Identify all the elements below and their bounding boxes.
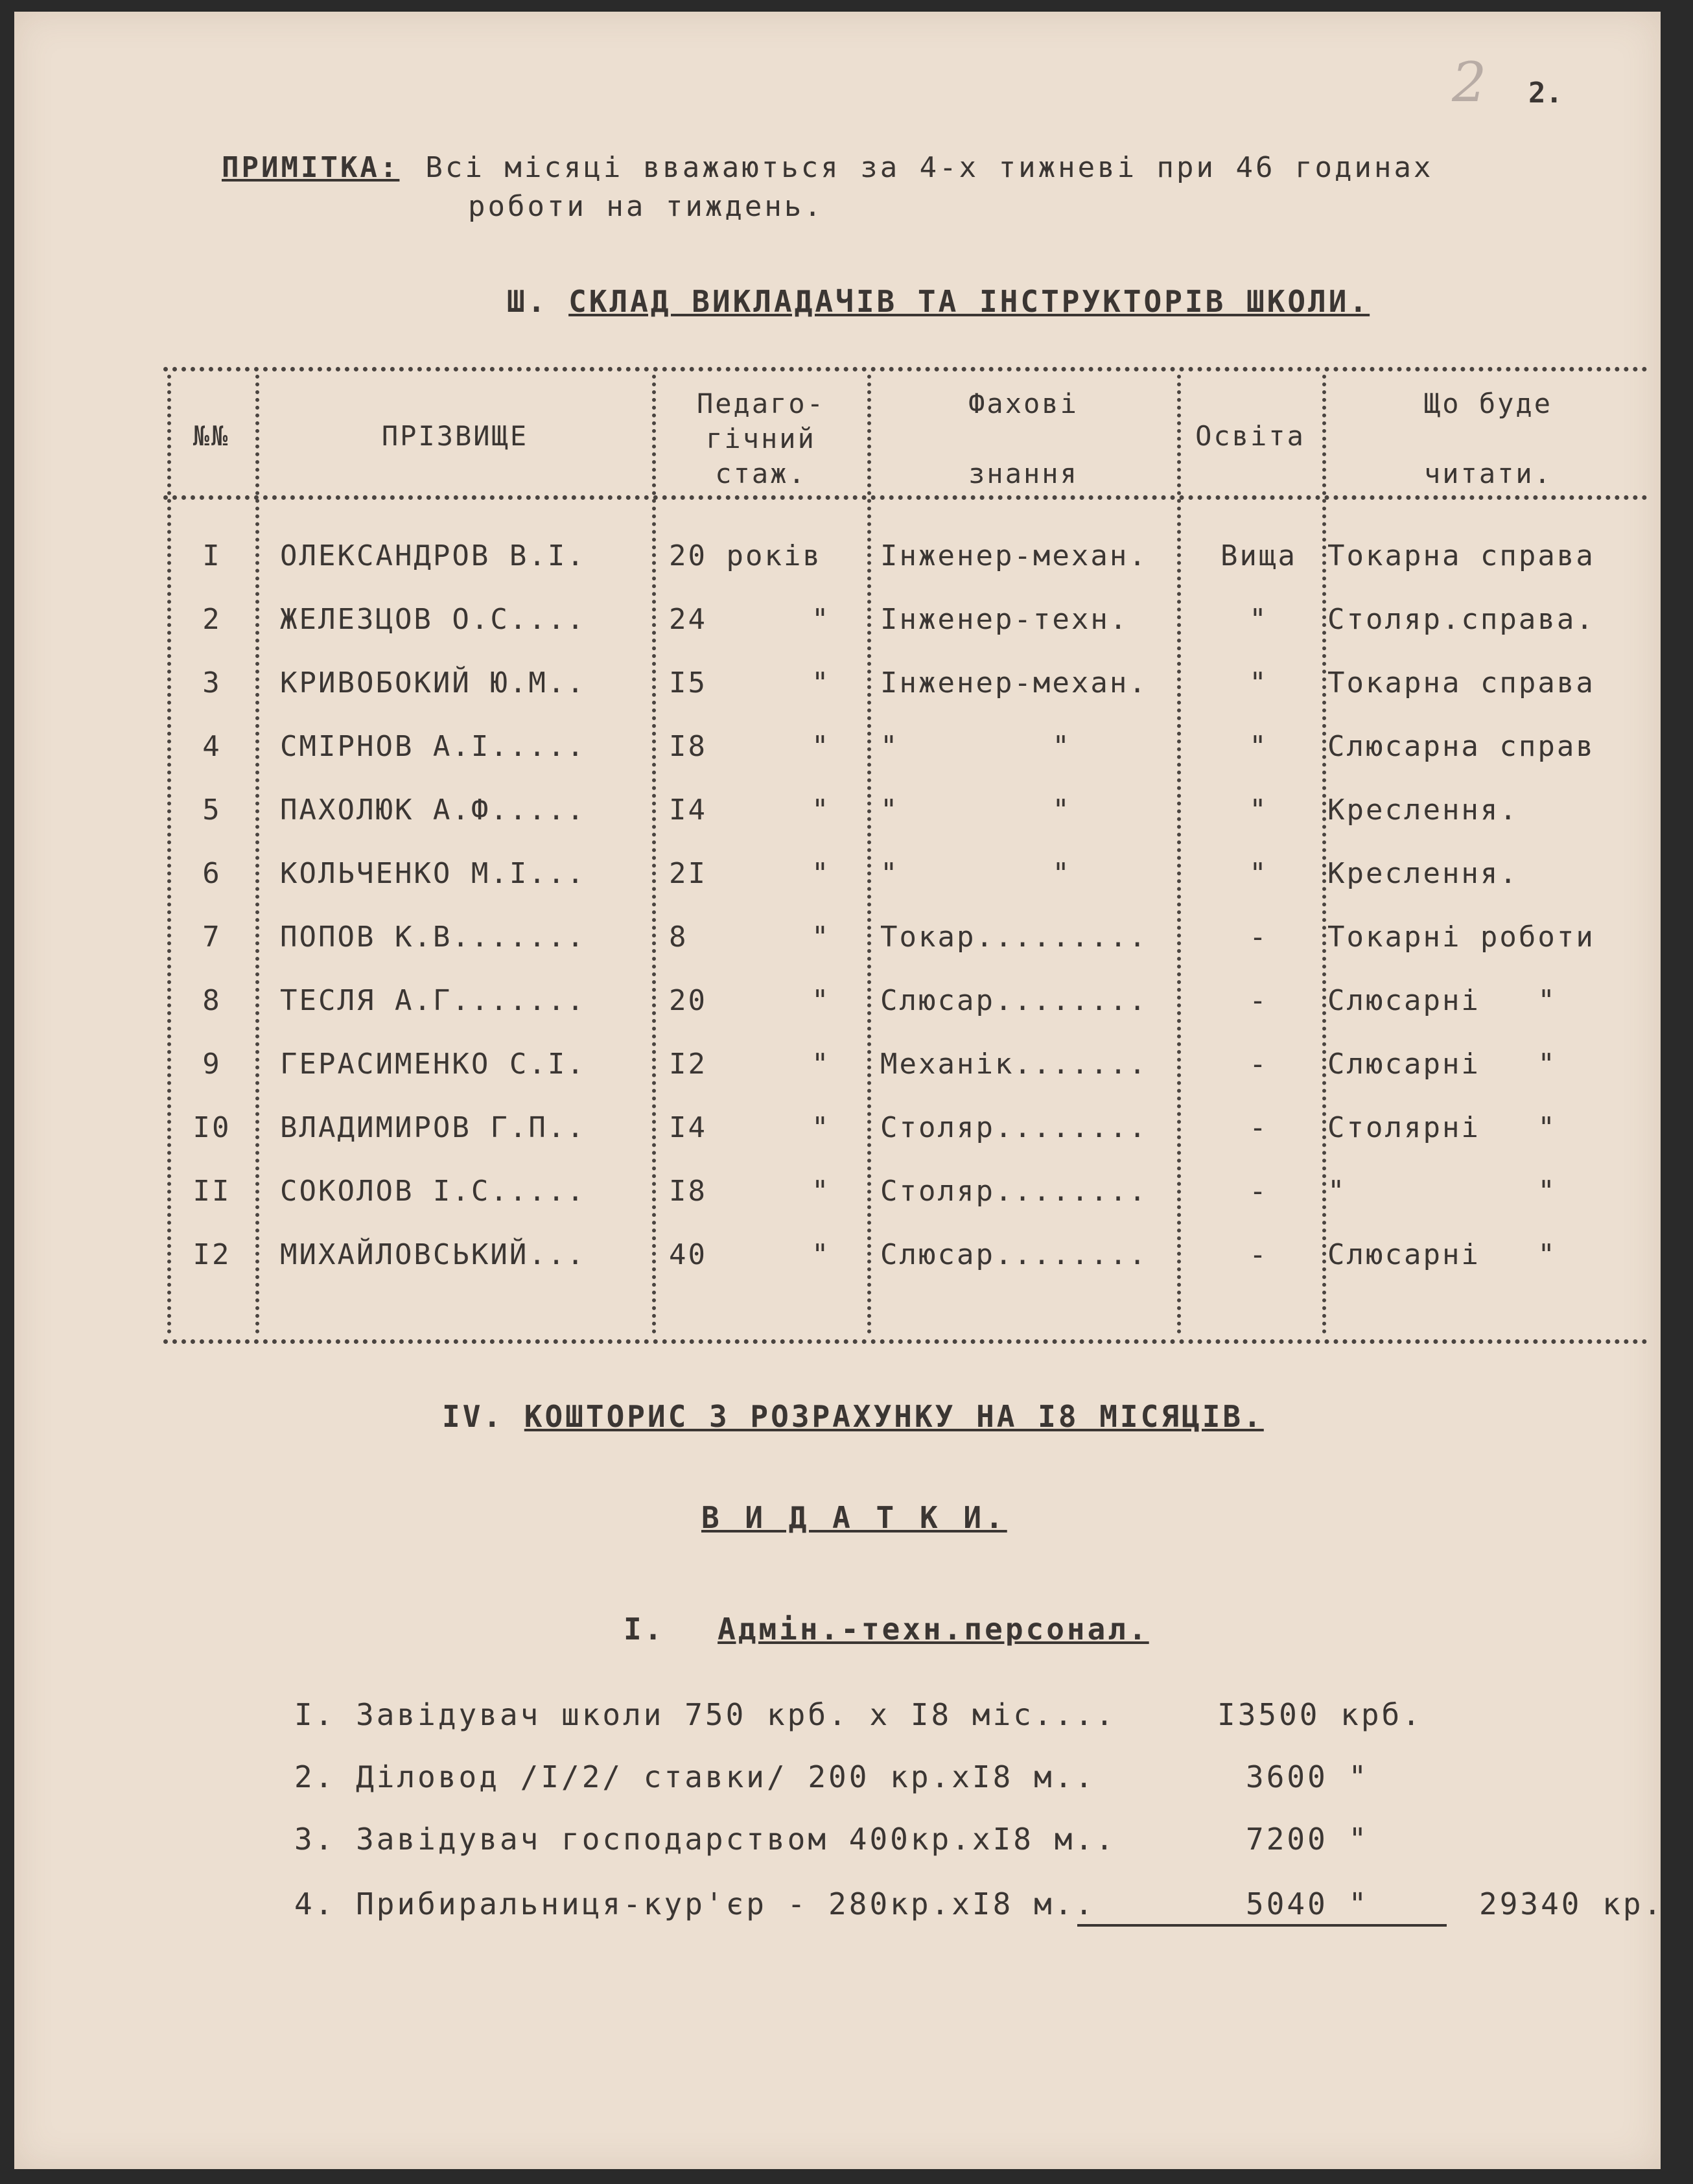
ditto-mark: " (811, 793, 831, 827)
row-knowledge: " " (880, 730, 1071, 763)
section3-number: Ш. (507, 284, 548, 319)
header-education: Освіта (1195, 420, 1305, 452)
table-top-border (163, 367, 1648, 371)
table-bottom-border (163, 1339, 1648, 1344)
row-education: " (1249, 730, 1268, 763)
row-experience: І5 (669, 666, 707, 699)
row-subject: Столяр.справа. (1327, 603, 1595, 636)
expense-amount-4: 5040 " (1246, 1886, 1370, 1921)
row-subject: " " (1327, 1175, 1557, 1208)
row-surname: ТЕСЛЯ А.Г....... (280, 984, 586, 1017)
row-experience: І4 (669, 793, 707, 827)
header-experience: Педаго- гічний стаж. (696, 388, 825, 489)
ditto-mark: " (811, 603, 831, 636)
section3-title: СКЛАД ВИКЛАДАЧІВ ТА ІНСТРУКТОРІВ ШКОЛИ. (568, 284, 1370, 319)
row-subject: Креслення. (1327, 793, 1519, 827)
ditto-mark: " (811, 984, 831, 1017)
table-col-line (867, 375, 871, 1334)
row-subject: Токарна справа (1327, 539, 1595, 572)
expense-line-4: 4. Прибиральниця-кур'єр - 280кр.хІ8 м.. (294, 1886, 1096, 1921)
row-education: - (1249, 921, 1268, 954)
row-number: 8 (202, 984, 222, 1017)
row-number: І0 (193, 1111, 231, 1144)
table-col-line (167, 375, 171, 1334)
row-education: - (1249, 1175, 1268, 1208)
section4-heading (442, 1399, 1264, 1434)
row-education: " (1249, 857, 1268, 890)
row-education: - (1249, 984, 1268, 1017)
subsection1-title: Адмін.-техн.персонал. (718, 1612, 1149, 1647)
row-experience: 24 (669, 603, 707, 636)
row-surname: ОЛЕКСАНДРОВ В.І. (280, 539, 586, 572)
header-knowledge: Фахові знання (968, 388, 1079, 489)
expense-subtotal-rule (1077, 1924, 1447, 1927)
row-experience: І8 (669, 730, 707, 763)
row-knowledge: Токар......... (880, 921, 1148, 954)
row-knowledge: Слюсар........ (880, 984, 1148, 1017)
ditto-mark: " (811, 921, 831, 954)
row-number: 5 (202, 793, 222, 827)
header-surname: ПРІЗВИЩЕ (381, 420, 529, 452)
row-surname: КРИВОБОКИЙ Ю.М.. (280, 666, 586, 699)
row-subject: Слюсарні " (1327, 984, 1557, 1017)
expense-line-1: І. Завідувач школи 750 крб. х І8 міс.... (294, 1697, 1116, 1732)
section4-title: КОШТОРИС З РОЗРАХУНКУ НА І8 МІСЯЦІВ. (524, 1399, 1264, 1434)
row-surname: ВЛАДИМИРОВ Г.П.. (280, 1111, 586, 1144)
row-experience: 2І (669, 857, 707, 890)
row-education: Вища (1220, 539, 1297, 572)
row-surname: ПОПОВ К.В....... (280, 921, 586, 954)
row-surname: ГЕРАСИМЕНКО С.І. (280, 1048, 586, 1081)
table-col-line (1322, 375, 1326, 1334)
row-surname: СОКОЛОВ І.С..... (280, 1175, 586, 1208)
row-number: ІІ (193, 1175, 231, 1208)
row-subject: Слюсарна справ (1327, 730, 1595, 763)
row-knowledge: Інженер-механ. (880, 539, 1148, 572)
row-experience: 20 (669, 984, 707, 1017)
section3-heading (507, 284, 1370, 319)
expenses-heading: В И Д А Т К И. (701, 1500, 1007, 1535)
row-subject: Креслення. (1327, 857, 1519, 890)
ditto-mark: " (811, 1111, 831, 1144)
row-knowledge: " " (880, 793, 1071, 827)
page-number: 2. (1528, 76, 1563, 110)
row-knowledge: Столяр........ (880, 1175, 1148, 1208)
row-education: - (1249, 1238, 1268, 1271)
row-surname: ЖЕЛЕЗЦОВ О.С.... (280, 603, 586, 636)
row-surname: ПАХОЛЮК А.Ф..... (280, 793, 586, 827)
handwritten-page-number: 2 (1452, 51, 1487, 114)
row-subject: Токарна справа (1327, 666, 1595, 699)
row-number: І (202, 539, 222, 572)
ditto-mark: " (811, 1175, 831, 1208)
header-subject: Що буде читати. (1423, 388, 1552, 489)
ditto-mark: " (811, 666, 831, 699)
row-subject: Токарні роботи (1327, 921, 1595, 954)
row-number: І2 (193, 1238, 231, 1271)
row-number: 4 (202, 730, 222, 763)
row-number: 6 (202, 857, 222, 890)
row-surname: СМІРНОВ А.І..... (280, 730, 586, 763)
note-block (222, 149, 1433, 187)
section4-number: IV. (442, 1399, 504, 1434)
row-education: " (1249, 666, 1268, 699)
row-number: 7 (202, 921, 222, 954)
row-education: " (1249, 793, 1268, 827)
expense-line-3: 3. Завідувач господарством 400кр.хІ8 м.. (294, 1822, 1116, 1857)
row-education: - (1249, 1048, 1268, 1081)
note-line2: роботи на тиждень. (468, 190, 824, 223)
row-knowledge: Слюсар........ (880, 1238, 1148, 1271)
row-number: 3 (202, 666, 222, 699)
table-header-border (163, 495, 1648, 500)
expenses-total: 29340 кр. (1479, 1886, 1664, 1921)
ditto-mark: " (811, 1238, 831, 1271)
row-experience: І2 (669, 1048, 707, 1081)
row-education: " (1249, 603, 1268, 636)
expense-amount-1: І3500 крб. (1217, 1697, 1423, 1732)
expense-amount-3: 7200 " (1246, 1822, 1370, 1857)
ditto-mark: " (811, 1048, 831, 1081)
ditto-mark: " (811, 857, 831, 890)
row-knowledge: " " (880, 857, 1071, 890)
document-page (14, 12, 1664, 2169)
header-number: №№ (193, 420, 230, 452)
subsection1-heading (624, 1612, 1149, 1647)
table-col-line (255, 375, 259, 1334)
table-col-line (652, 375, 656, 1334)
row-subject: Слюсарні " (1327, 1048, 1557, 1081)
row-knowledge: Столяр........ (880, 1111, 1148, 1144)
row-knowledge: Інженер-механ. (880, 666, 1148, 699)
row-experience: 8 (669, 921, 688, 954)
row-surname: МИХАЙЛОВСЬКИЙ... (280, 1238, 586, 1271)
row-experience: 40 (669, 1238, 707, 1271)
row-surname: КОЛЬЧЕНКО М.І... (280, 857, 586, 890)
row-number: 2 (202, 603, 222, 636)
note-line1: Всі місяці вважаються за 4-х тижневі при 46 годинах (425, 151, 1434, 184)
expense-line-2: 2. Діловод /І/2/ ставки/ 200 кр.хІ8 м.. (294, 1759, 1096, 1794)
row-education: - (1249, 1111, 1268, 1144)
row-subject: Столярні " (1327, 1111, 1557, 1144)
expense-amount-2: 3600 " (1246, 1759, 1370, 1794)
note-label: ПРИМІТКА: (222, 151, 400, 184)
row-knowledge: Інженер-техн. (880, 603, 1129, 636)
row-experience: І8 (669, 1175, 707, 1208)
row-experience: І4 (669, 1111, 707, 1144)
row-number: 9 (202, 1048, 222, 1081)
row-experience: 20 років (669, 539, 822, 572)
row-knowledge: Механік....... (880, 1048, 1148, 1081)
ditto-mark: " (811, 730, 831, 763)
subsection1-number: І. (624, 1612, 665, 1647)
row-subject: Слюсарні " (1327, 1238, 1557, 1271)
